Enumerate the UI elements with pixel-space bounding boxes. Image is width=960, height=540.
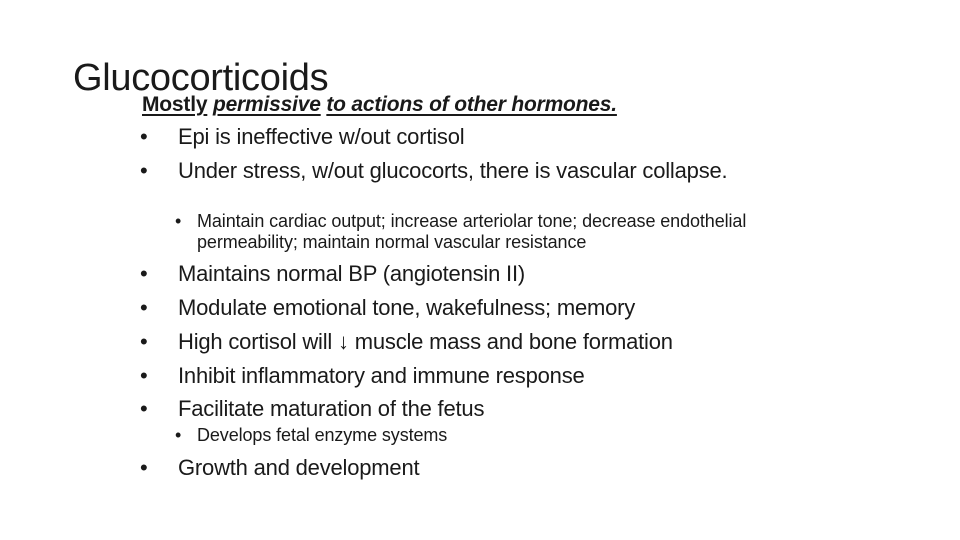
bullet-dot-icon: • [140, 329, 148, 354]
bullet-dot-icon: • [140, 261, 148, 286]
bullet-text: Growth and development [178, 455, 420, 480]
subtitle-rest: to actions of other hormones. [326, 93, 617, 116]
bullet-dot-icon: • [140, 158, 148, 183]
bullet-text: Inhibit inflammatory and immune response [178, 363, 585, 388]
sub-bullet-text: Maintain cardiac output; increase arteriolar tone; decrease endothelial permeability; maintain normal vascular resistance [197, 211, 747, 252]
subtitle-permissive: permissive [212, 93, 321, 116]
bullet-dot-icon: • [175, 425, 182, 445]
bullet-text: Modulate emotional tone, wakefulness; memory [178, 295, 636, 320]
bullet-text: Facilitate maturation of the fetus [178, 396, 485, 421]
slide-title: Glucocorticoids [73, 57, 329, 99]
sub-bullet-text: Develops fetal enzyme systems [197, 425, 448, 445]
subtitle-mostly: Mostly [142, 93, 208, 116]
bullet-text: Epi is ineffective w/out cortisol [178, 124, 465, 149]
bullet-dot-icon: • [140, 295, 148, 320]
bullet-dot-icon: • [140, 396, 148, 421]
bullet-dot-icon: • [140, 455, 148, 480]
bullet-text: High cortisol will ↓ muscle mass and bone formation [178, 329, 673, 354]
bullet-dot-icon: • [140, 124, 148, 149]
bullet-text: Maintains normal BP (angiotensin II) [178, 261, 526, 286]
bullet-dot-icon: • [175, 211, 182, 231]
bullet-text: Under stress, w/out glucocorts, there is vascular collapse. [178, 158, 728, 183]
slide-subtitle [142, 92, 617, 118]
bullet-dot-icon: • [140, 363, 148, 388]
